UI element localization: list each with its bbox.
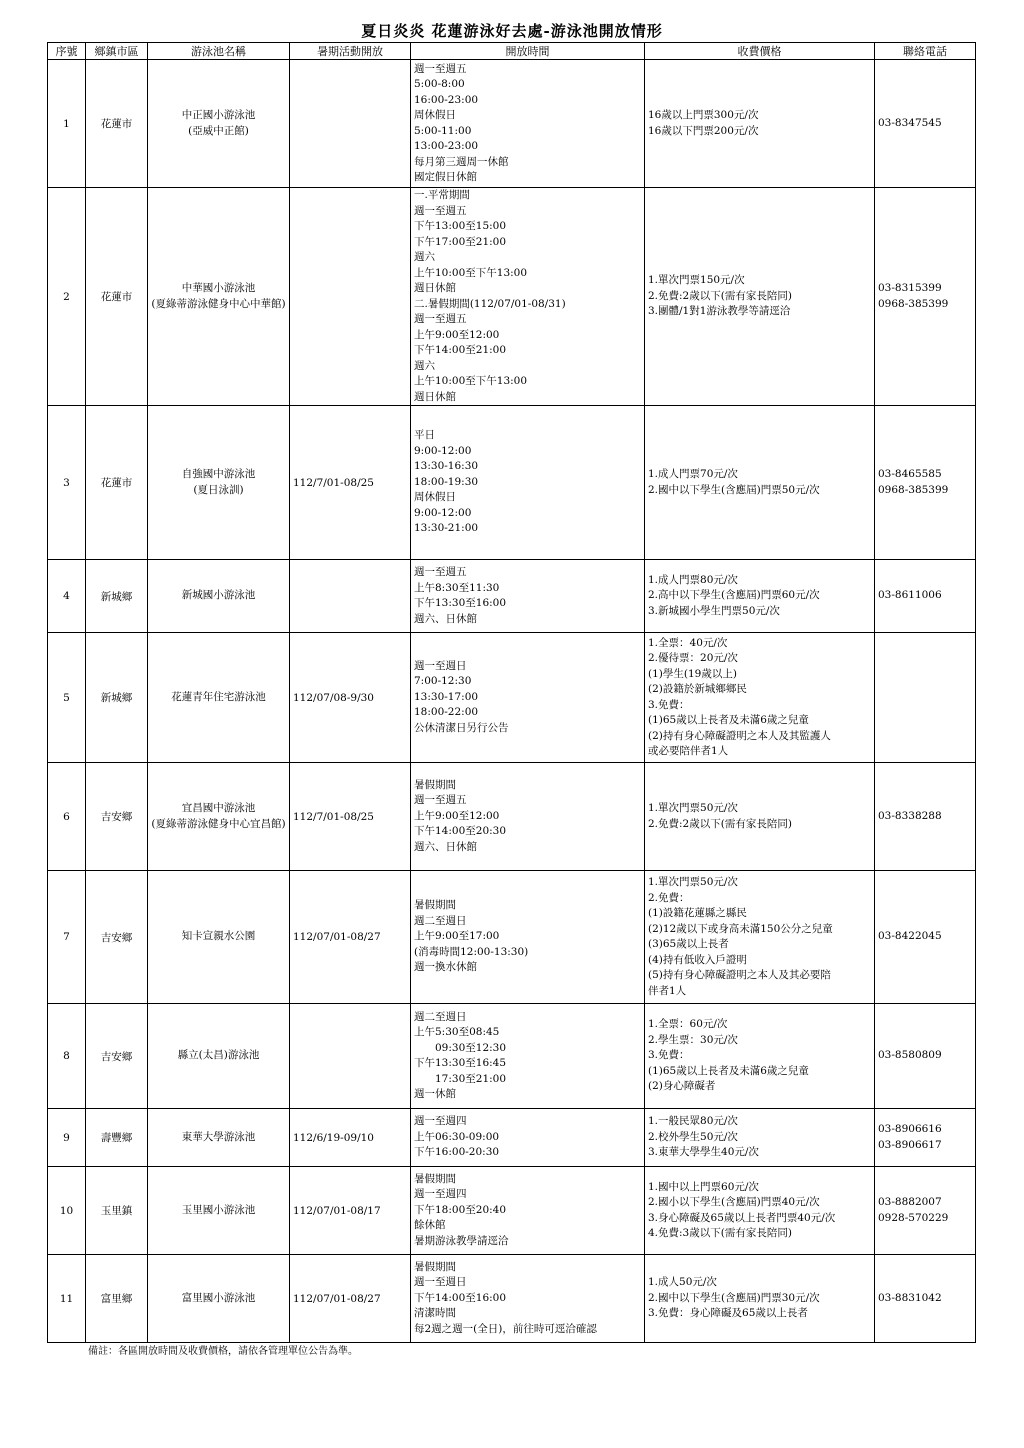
opening-hours-line: 週一至週日	[414, 1276, 467, 1289]
row-number: 3	[48, 406, 86, 560]
price-line: 或必要陪伴者1人	[648, 745, 729, 757]
summer-period-cell: 112/07/01-08/27	[290, 871, 411, 1004]
table-row	[48, 560, 976, 633]
opening-hours-line: 上午5:30至08:45	[414, 1026, 500, 1038]
phone-cell	[875, 188, 976, 406]
phone-cell	[875, 1255, 976, 1343]
price-line: 2.國中以下學生(含應屆)門票50元/次	[648, 483, 820, 496]
price-cell	[645, 560, 875, 633]
opening-hours-line: 週六、日休館	[414, 840, 477, 853]
price-line: 1.單次門票50元/次	[648, 802, 738, 814]
opening-hours-line: 週一至週四	[414, 1188, 467, 1201]
phone-line: 0968-385399	[878, 297, 949, 310]
pool-name-cell	[148, 560, 290, 633]
opening-hours-line: 17:30至21:00	[414, 1072, 507, 1085]
pool-name-cell	[148, 188, 290, 406]
price-cell	[645, 1004, 875, 1109]
opening-hours-line: 上午06:30-09:00	[414, 1130, 500, 1143]
opening-hours-cell	[411, 560, 645, 633]
price-line: (1)學生(19歲以上)	[648, 667, 737, 680]
phone-cell	[875, 1109, 976, 1167]
pool-name-line: 玉里國小游泳池	[181, 1203, 256, 1216]
opening-hours-line: 每月第三週周一休館	[414, 155, 509, 168]
opening-hours-line: 18:00-19:30	[414, 475, 479, 488]
pool-name-line: (夏綠蒂游泳健身中心中華館)	[151, 297, 286, 310]
price-cell	[645, 406, 875, 560]
price-line: 2.免費:2歲以下(需有家長陪同)	[648, 817, 792, 830]
opening-hours-line: 上午10:00至下午13:00	[414, 375, 528, 387]
opening-hours-line: 16:00-23:00	[414, 93, 479, 106]
table-row	[48, 60, 976, 188]
opening-hours-line: 周休假日	[414, 109, 456, 121]
opening-hours-line: 暑假期間	[414, 1172, 456, 1185]
phone-cell	[875, 871, 976, 1004]
summer-period-cell	[290, 560, 411, 633]
price-cell	[645, 633, 875, 763]
table-row	[48, 1004, 976, 1109]
opening-hours-line: 週日休館	[414, 390, 456, 403]
district-cell: 富里鄉	[86, 1255, 148, 1343]
summer-period-cell	[290, 60, 411, 188]
opening-hours-line: 清潔時間	[414, 1307, 456, 1320]
phone-line: 03-8906617	[878, 1138, 942, 1151]
opening-hours-cell	[411, 1167, 645, 1255]
price-line: 16歲以下門票200元/次	[648, 124, 759, 137]
row-number: 10	[48, 1167, 86, 1255]
pool-name-line: 東華大學游泳池	[181, 1130, 256, 1143]
pool-name-line: (夏綠蒂游泳健身中心宜昌館)	[151, 817, 286, 830]
opening-hours-line: 週六、日休館	[414, 612, 477, 625]
opening-hours-line: 下午13:00至15:00	[414, 220, 507, 232]
summer-period-cell	[290, 188, 411, 406]
row-number: 2	[48, 188, 86, 406]
opening-hours-line: 下午14:00至21:00	[414, 344, 507, 356]
price-line: 3.身心障礙及65歲以上長者門票40元/次	[648, 1211, 836, 1224]
price-cell	[645, 1255, 875, 1343]
footnote: 備註：各區開放時間及收費價格，請依各管理單位公告為準。	[88, 1346, 358, 1357]
column-header: 開放時間	[411, 43, 645, 60]
price-cell	[645, 1109, 875, 1167]
opening-hours-line: 上午10:00至下午13:00	[414, 266, 528, 279]
price-line: (5)持有身心障礙證明之本人及其必要陪	[648, 969, 831, 981]
page-title: 夏日炎炎 花蓮游泳好去處-游泳池開放情形	[361, 22, 663, 40]
price-line: 2.高中以下學生(含應屆)門票60元/次	[648, 589, 820, 602]
pool-name-cell	[148, 1109, 290, 1167]
district-cell: 新城鄉	[86, 633, 148, 763]
opening-hours-line: 週一休館	[414, 1088, 456, 1100]
pool-name-cell	[148, 871, 290, 1004]
table-row	[48, 763, 976, 871]
opening-hours-line: 18:00-22:00	[414, 706, 479, 719]
opening-hours-line: 13:00-23:00	[414, 140, 479, 152]
summer-period-cell: 112/07/01-08/17	[290, 1167, 411, 1255]
opening-hours-cell	[411, 763, 645, 871]
opening-hours-line: 下午16:00-20:30	[414, 1146, 500, 1159]
price-line: (4)持有低收入戶證明	[648, 953, 747, 966]
pool-name-cell	[148, 1004, 290, 1109]
opening-hours-line: 週一至週五	[414, 204, 467, 217]
row-number: 11	[48, 1255, 86, 1343]
row-number: 4	[48, 560, 86, 633]
district-cell: 吉安鄉	[86, 1004, 148, 1109]
price-line: (1)65歲以上長者及未滿6歲之兒童	[648, 714, 809, 726]
opening-hours-cell	[411, 871, 645, 1004]
opening-hours-line: 上午9:00至12:00	[414, 328, 500, 341]
phone-line: 03-8882007	[878, 1196, 942, 1208]
opening-hours-line: 週一至週日	[414, 659, 467, 672]
opening-hours-line: 週二至週日	[414, 1010, 467, 1023]
opening-hours-cell	[411, 1004, 645, 1109]
price-line: 2.國中以下學生(含應屆)門票30元/次	[648, 1291, 820, 1304]
district-cell: 吉安鄉	[86, 763, 148, 871]
price-line: (1)設籍花蓮縣之縣民	[648, 907, 747, 919]
row-number: 5	[48, 633, 86, 763]
pool-name-cell	[148, 1167, 290, 1255]
price-line: 2.學生票：30元/次	[648, 1033, 738, 1046]
pool-name-line: 新城國小游泳池	[181, 589, 256, 602]
price-line: 2.校外學生50元/次	[648, 1130, 738, 1143]
opening-hours-line: 每2週之週一(全日)，前往時可逕洽確認	[414, 1322, 597, 1335]
opening-hours-cell	[411, 188, 645, 406]
district-cell: 玉里鎮	[86, 1167, 148, 1255]
pool-table	[47, 42, 976, 1343]
row-number: 1	[48, 60, 86, 188]
opening-hours-line: 週一至週五	[414, 62, 467, 75]
summer-period-cell: 112/7/01-08/25	[290, 406, 411, 560]
row-number: 7	[48, 871, 86, 1004]
price-line: (2)設籍於新城鄉鄉民	[648, 683, 747, 695]
phone-cell	[875, 406, 976, 560]
price-line: 1.成人門票70元/次	[648, 468, 738, 480]
summer-period-cell: 112/07/01-08/27	[290, 1255, 411, 1343]
opening-hours-line: 5:00-8:00	[414, 78, 465, 90]
summer-period-cell: 112/7/01-08/25	[290, 763, 411, 871]
pool-name-line: 知卡宣親水公園	[181, 930, 256, 943]
opening-hours-line: 週一至週五	[414, 313, 467, 325]
price-line: 3.新城國小學生門票50元/次	[648, 604, 780, 617]
opening-hours-line: 暑假期間	[414, 899, 456, 912]
phone-line: 03-8338288	[878, 809, 942, 822]
phone-line: 03-8315399	[878, 282, 942, 294]
row-number: 6	[48, 763, 86, 871]
opening-hours-cell	[411, 1255, 645, 1343]
column-header: 聯絡電話	[875, 43, 976, 60]
district-cell: 新城鄉	[86, 560, 148, 633]
price-line: 1.單次門票50元/次	[648, 876, 738, 888]
pool-name-line: (亞威中正館)	[188, 124, 249, 137]
district-cell: 壽豐鄉	[86, 1109, 148, 1167]
opening-hours-line: 上午9:00至12:00	[414, 809, 500, 822]
pool-name-line: 自強國中游泳池	[181, 468, 256, 480]
price-line: 1.成人50元/次	[648, 1276, 717, 1289]
price-line: 3.免費：	[648, 698, 690, 711]
phone-cell	[875, 633, 976, 763]
pool-name-cell	[148, 60, 290, 188]
price-line: 伴者1人	[648, 984, 687, 997]
price-cell	[645, 1167, 875, 1255]
price-line: 3.東華大學學生40元/次	[648, 1146, 759, 1159]
table-row	[48, 1167, 976, 1255]
district-cell: 花蓮市	[86, 188, 148, 406]
table-row	[48, 188, 976, 406]
price-line: 1.全票：60元/次	[648, 1018, 728, 1031]
opening-hours-line: 上午8:30至11:30	[414, 581, 500, 594]
pool-name-cell	[148, 1255, 290, 1343]
district-cell: 花蓮市	[86, 406, 148, 560]
table-row	[48, 1255, 976, 1343]
price-cell	[645, 60, 875, 188]
price-line: (2)12歲以下或身高未滿150公分之兒童	[648, 922, 833, 935]
column-header: 暑期活動開放	[290, 43, 411, 60]
opening-hours-line: 國定假日休館	[414, 171, 477, 183]
phone-cell	[875, 763, 976, 871]
pool-name-cell	[148, 406, 290, 560]
phone-line: 03-8347545	[878, 116, 942, 129]
pool-name-cell	[148, 763, 290, 871]
pool-name-line: 花蓮青年住宅游泳池	[171, 690, 266, 703]
table-row	[48, 633, 976, 763]
row-number: 9	[48, 1109, 86, 1167]
phone-line: 03-8580809	[878, 1049, 942, 1062]
phone-line: 03-8422045	[878, 930, 942, 943]
price-line: 3.免費：身心障礙及65歲以上長者	[648, 1307, 808, 1320]
opening-hours-line: 週六	[414, 359, 435, 372]
price-cell	[645, 188, 875, 406]
price-line: (3)65歲以上長者	[648, 938, 729, 950]
opening-hours-cell	[411, 1109, 645, 1167]
opening-hours-line: 下午14:00至16:00	[414, 1291, 507, 1304]
summer-period-cell: 112/6/19-09/10	[290, 1109, 411, 1167]
opening-hours-line: 9:00-12:00	[414, 444, 472, 457]
price-line: 3.團體/1對1游泳教學等請逕洽	[648, 305, 791, 318]
opening-hours-cell	[411, 633, 645, 763]
phone-line: 0968-385399	[878, 483, 949, 496]
price-line: 1.單次門票150元/次	[648, 274, 745, 287]
price-line: (2)身心障礙者	[648, 1080, 716, 1093]
opening-hours-line: 二.暑假期間(112/07/01-08/31)	[414, 297, 566, 310]
opening-hours-line: 下午13:30至16:45	[414, 1057, 507, 1069]
column-header: 序號	[48, 43, 86, 60]
price-line: 2.免費：	[648, 891, 690, 904]
price-line: (1)65歲以上長者及未滿6歲之兒童	[648, 1064, 809, 1077]
price-cell	[645, 871, 875, 1004]
opening-hours-line: 7:00-12:30	[414, 675, 472, 688]
summer-period-cell	[290, 1004, 411, 1109]
opening-hours-cell	[411, 406, 645, 560]
opening-hours-line: 下午17:00至21:00	[414, 235, 507, 248]
opening-hours-line: 5:00-11:00	[414, 124, 472, 137]
column-header: 鄉鎮市區	[86, 43, 148, 60]
price-line: 2.國小以下學生(含應屆)門票40元/次	[648, 1196, 820, 1208]
table-row	[48, 406, 976, 560]
row-number: 8	[48, 1004, 86, 1109]
opening-hours-line: 9:00-12:00	[414, 506, 472, 519]
summer-period-cell: 112/07/08-9/30	[290, 633, 411, 763]
pool-name-cell	[148, 633, 290, 763]
phone-line: 03-8465585	[878, 468, 942, 480]
opening-hours-line: 09:30至12:30	[414, 1041, 507, 1054]
opening-hours-line: 13:30-17:00	[414, 690, 479, 703]
opening-hours-line: 暑假期間	[414, 778, 456, 791]
price-line: 4.免費:3歲以下(需有家長陪同)	[648, 1227, 792, 1239]
pool-name-line: 富里國小游泳池	[181, 1291, 256, 1304]
table-row	[48, 871, 976, 1004]
opening-hours-line: 週一換水休館	[414, 961, 477, 974]
phone-line: 03-8611006	[878, 589, 942, 602]
phone-line: 03-8906616	[878, 1123, 942, 1135]
price-line: 1.全票：40元/次	[648, 636, 728, 649]
opening-hours-line: 暑期游泳教學請逕洽	[414, 1234, 509, 1247]
district-cell: 花蓮市	[86, 60, 148, 188]
opening-hours-line: 平日	[414, 429, 435, 442]
price-cell	[645, 763, 875, 871]
opening-hours-line: 一.平常期間	[414, 189, 470, 201]
pool-name-line: 中華國小游泳池	[181, 282, 256, 294]
opening-hours-line: 周休假日	[414, 491, 456, 504]
phone-cell	[875, 560, 976, 633]
table-row	[48, 1109, 976, 1167]
opening-hours-line: 週二至週日	[414, 914, 467, 927]
pool-name-line: (夏日泳訓)	[193, 483, 244, 496]
price-line: 1.成人門票80元/次	[648, 573, 738, 586]
opening-hours-cell	[411, 60, 645, 188]
opening-hours-line: 13:30-21:00	[414, 522, 479, 535]
opening-hours-line: 週一至週五	[414, 566, 467, 578]
opening-hours-line: 公休清潔日另行公告	[414, 721, 509, 734]
price-line: 2.優待票：20元/次	[648, 652, 738, 664]
opening-hours-line: 暑假期間	[414, 1260, 456, 1273]
column-header: 收費價格	[645, 43, 875, 60]
phone-cell	[875, 1004, 976, 1109]
opening-hours-line: 下午14:00至20:30	[414, 825, 507, 838]
opening-hours-line: 下午18:00至20:40	[414, 1203, 507, 1216]
opening-hours-line: 上午9:00至17:00	[414, 930, 500, 943]
column-header: 游泳池名稱	[148, 43, 290, 60]
phone-cell	[875, 1167, 976, 1255]
table-header-row	[48, 43, 976, 60]
price-line: 1.一般民眾80元/次	[648, 1115, 738, 1128]
phone-cell	[875, 60, 976, 188]
opening-hours-line: (消毒時間12:00-13:30)	[414, 945, 529, 958]
opening-hours-line: 週六	[414, 251, 435, 263]
district-cell: 吉安鄉	[86, 871, 148, 1004]
opening-hours-line: 餘休館	[414, 1219, 446, 1232]
phone-line: 03-8831042	[878, 1291, 942, 1304]
opening-hours-line: 週一至週四	[414, 1115, 467, 1128]
price-line: 3.免費：	[648, 1049, 690, 1062]
pool-name-line: 縣立(太昌)游泳池	[177, 1049, 260, 1062]
pool-name-line: 中正國小游泳池	[181, 109, 256, 121]
opening-hours-line: 週日休館	[414, 282, 456, 294]
price-line: 2.免費:2歲以下(需有家長陪同)	[648, 289, 792, 302]
price-line: (2)持有身心障礙證明之本人及其監護人	[648, 729, 831, 742]
opening-hours-line: 13:30-16:30	[414, 460, 479, 473]
opening-hours-line: 下午13:30至16:00	[414, 597, 507, 609]
price-line: 16歲以上門票300元/次	[648, 109, 759, 121]
pool-name-line: 宜昌國中游泳池	[181, 802, 256, 814]
price-line: 1.國中以上門票60元/次	[648, 1180, 759, 1193]
phone-line: 0928-570229	[878, 1211, 949, 1224]
opening-hours-line: 週一至週五	[414, 794, 467, 807]
